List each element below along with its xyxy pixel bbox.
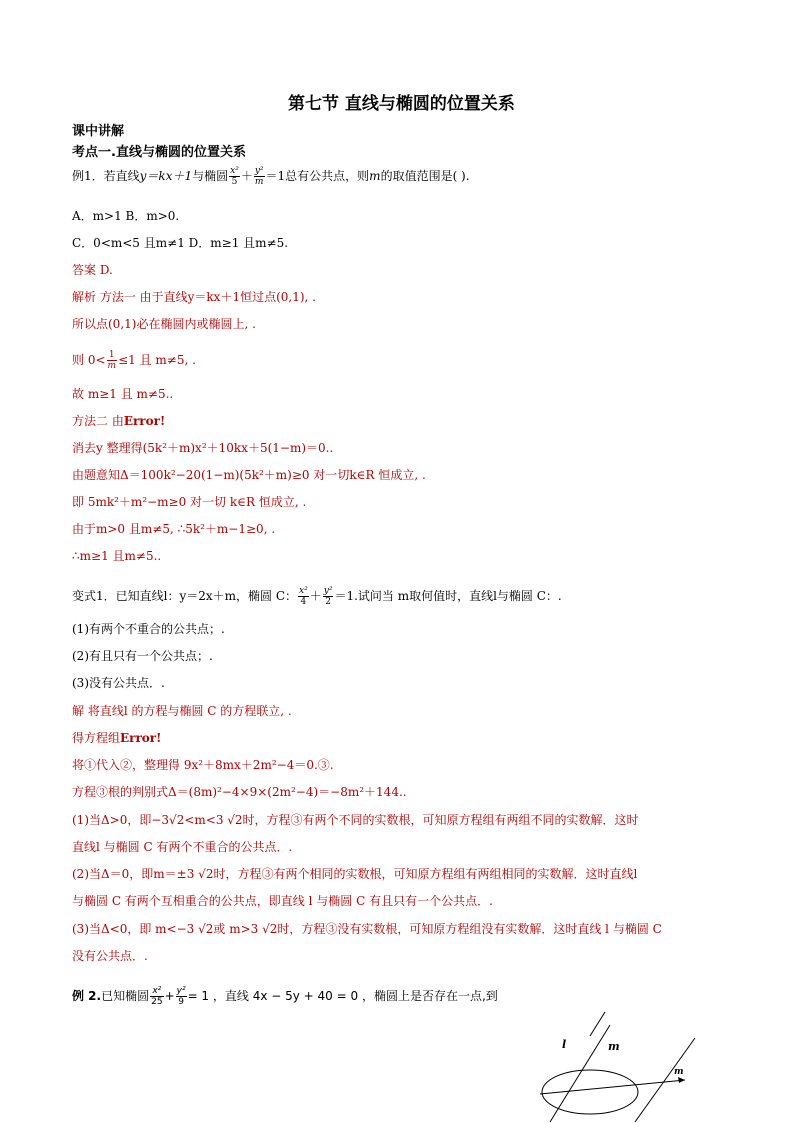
var1-question: 变式1．已知直线l：y＝2x＋m，椭圆 C： $\frac{\text{x²}}{4}$ ＋ $\frac{\text{y²}}{2}$ ＝1.试问当 m取何值时，直线l与椭圆 C：. xyxy=(72,586,562,607)
ex1-fraction-x: $\frac{\text{x²}}{5}$ xyxy=(230,166,239,187)
ex1-method2-line3: 即 5mk²＋m²−m≥0 对一切 k∈R 恒成立, . xyxy=(72,495,307,509)
label-l: l xyxy=(562,1038,567,1051)
var1-fraction-x: $\frac{\text{x²}}{4}$ xyxy=(299,586,308,607)
point-heading: 考点一.直线与椭圆的位置关系 xyxy=(72,145,246,160)
var1-solution-line6: 直线l 与椭圆 C 有两个不重合的公共点．. xyxy=(72,840,293,854)
ex1-method2-line2: 由题意知Δ＝100k²−20(1−m)(5k²＋m)≥0 对一切k∈R 恒成立, . xyxy=(72,468,426,482)
var1-part3: (3)没有公共点．. xyxy=(72,676,165,690)
var1-solution-line10: 没有公共点．. xyxy=(72,949,148,963)
ellipse-lines-figure xyxy=(530,1010,700,1123)
label-m-right: m xyxy=(674,1067,684,1077)
ex1-q-c: ＝1总有公共点，则 xyxy=(265,169,370,183)
ex2-fraction-y: $\frac{\text{y²}}{9}$ xyxy=(176,986,186,1007)
ex1-method2-head: 方法二 由Error! xyxy=(72,414,166,428)
ex1-options-ab: A．m>1 B．m>0. xyxy=(72,209,180,223)
section-heading: 课中讲解 xyxy=(72,124,125,139)
ex1-q-line: y＝kx＋1 xyxy=(139,169,193,183)
ex1-method2-line1: 消去y 整理得(5k²＋m)x²＋10kx＋5(1−m)＝0.. xyxy=(72,441,334,455)
ex1-fraction-1-m: $\frac{1}{m}$ xyxy=(107,350,117,371)
line-m xyxy=(635,1038,695,1122)
ex1-solution-line3: 则 0< $\frac{1}{m}$ ≤1 且 m≠5, . xyxy=(72,350,196,371)
var1-solution-line7: (2)当Δ＝0，即m＝±3 √2时，方程③有两个相同的实数根，可知原方程组有两组相同的实数解．这时直线l xyxy=(72,867,638,881)
ex1-answer: 答案 D. xyxy=(72,263,113,277)
var1-fraction-y: $\frac{\text{y²}}{2}$ xyxy=(323,586,333,607)
ex1-method2-line5: ∴m≥1 且m≠5.. xyxy=(72,549,162,563)
line-l xyxy=(550,1025,610,1122)
ex1-q-d: 的取值范围是( ). xyxy=(380,169,470,183)
line-m-top xyxy=(590,1012,605,1036)
var1-solution-line9: (3)当Δ<0，即 m<−3 √2或 m>3 √2时，方程③没有实数根，可知原方程组没有实数解．这时直线 l 与椭圆 C xyxy=(72,922,662,936)
var1-solution-line8: 与椭圆 C 有两个互相重合的公共点，即直线 l 与椭圆 C 有且只有一个公共点．. xyxy=(72,894,493,908)
ex1-fraction-y: $\frac{\text{y²}}{m}$ xyxy=(254,166,264,187)
var1-part1: (1)有两个不重合的公共点；. xyxy=(72,622,225,636)
ex2-fraction-x: $\frac{\text{x²}}{25}$ xyxy=(151,986,163,1007)
ex1-solution-line4: 故 m≥1 且 m≠5.. xyxy=(72,387,174,401)
var1-part2: (2)有且只有一个公共点；. xyxy=(72,649,213,663)
ex1-solution-line1: 解析 方法一 由于直线y＝kx＋1恒过点(0,1), . xyxy=(72,290,316,304)
ex1-q-a: 例1．若直线 xyxy=(72,169,140,183)
var1-solution-line2: 得方程组Error! xyxy=(72,731,162,745)
page-title: 第七节 直线与椭圆的位置关系 xyxy=(288,94,515,114)
var1-solution-line5: (1)当Δ>0，即−3√2<m<3 √2时，方程③有两个不同的实数根，可知原方程组有两组不同的实数解．这时 xyxy=(72,813,639,827)
axis-arrow xyxy=(678,1077,685,1083)
label-m-top: m xyxy=(608,1040,620,1053)
ex1-options-cd: C．0<m<5 且m≠1 D．m≥1 且m≠5. xyxy=(72,236,289,250)
ex1-solution-line2: 所以点(0,1)必在椭圆内或椭圆上, . xyxy=(72,317,256,331)
var1-solution-line1: 解 将直线l 的方程与椭圆 C 的方程联立, . xyxy=(72,704,292,718)
var1-solution-line3: 将①代入②，整理得 9x²＋8mx＋2m²−4＝0.③. xyxy=(72,758,334,772)
ex1-q-b: 与椭圆 xyxy=(192,169,229,183)
ex1-question: 例1．若直线y＝kx＋1与椭圆 $\frac{\text{x²}}{5}$ ＋ $\frac{\text{y²}}{m}$ ＝1总有公共点，则m的取值范围是( ). xyxy=(72,166,470,187)
var1-solution-line4: 方程③根的判别式Δ＝(8m)²−4×9×(2m²−4)＝−8m²＋144.. xyxy=(72,785,407,799)
ex1-method2-line4: 由于m>0 且m≠5, ∴5k²＋m−1≥0, . xyxy=(72,522,276,536)
ex2-question: 例 2.已知椭圆 $\frac{\text{x²}}{25}$ + $\frac{\text{y²}}{9}$ = 1 ，直线 4x − 5y + 40 = 0 ，椭圆上是否存在一点,到 xyxy=(72,986,498,1007)
